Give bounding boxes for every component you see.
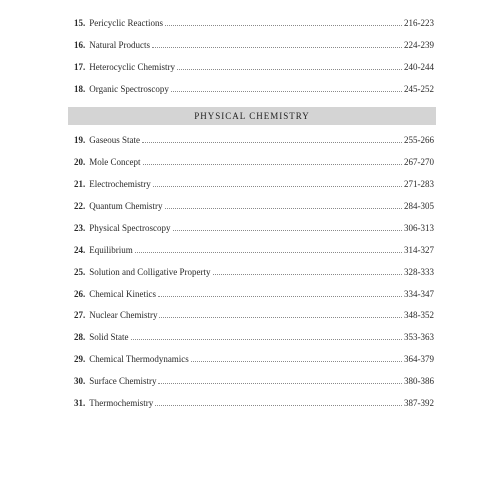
dot-leader (158, 374, 402, 384)
page-range: 306-313 (404, 223, 434, 233)
dot-leader (142, 133, 402, 143)
chapter-title: Chemical Kinetics (89, 289, 156, 299)
section-title: PHYSICAL CHEMISTRY (194, 111, 310, 121)
chapter-title: Nuclear Chemistry (89, 310, 158, 320)
chapter-title: Natural Products (89, 40, 150, 50)
chapter-number: 19. (74, 135, 86, 145)
chapter-number: 27. (74, 310, 86, 320)
chapter-title: Chemical Thermodynamics (89, 354, 189, 364)
dot-leader (171, 82, 402, 92)
page-range: 314-327 (404, 245, 434, 255)
toc-entry (74, 38, 434, 52)
chapter-number: 20. (74, 157, 86, 167)
page-range: 387-392 (404, 398, 434, 408)
page-range: 216-223 (404, 18, 434, 28)
toc-entry (74, 60, 434, 74)
chapter-title: Equilibrium (89, 245, 133, 255)
chapter-title: Physical Spectroscopy (89, 223, 171, 233)
dot-leader (158, 287, 402, 297)
chapter-number: 21. (74, 179, 86, 189)
page-range: 364-379 (404, 354, 434, 364)
chapter-title: Mole Concept (89, 157, 141, 167)
chapter-title: Quantum Chemistry (89, 201, 163, 211)
dot-leader (155, 396, 402, 406)
dot-leader (153, 177, 402, 187)
toc-entry (74, 396, 434, 410)
page-range: 245-252 (404, 84, 434, 94)
chapter-number: 25. (74, 267, 86, 277)
dot-leader (152, 38, 402, 48)
toc-entry (74, 221, 434, 235)
dot-leader (143, 155, 403, 165)
dot-leader (135, 243, 402, 253)
dot-leader (191, 352, 402, 362)
dot-leader (213, 265, 403, 275)
chapter-title: Solid State (89, 332, 129, 342)
page-range: 353-363 (404, 332, 434, 342)
dot-leader (165, 16, 402, 26)
page-range: 240-244 (404, 62, 434, 72)
section-heading-band (68, 107, 436, 125)
chapter-number: 29. (74, 354, 86, 364)
chapter-number: 16. (74, 40, 86, 50)
page-range: 334-347 (404, 289, 434, 299)
chapter-number: 18. (74, 84, 86, 94)
page-range: 328-333 (404, 267, 434, 277)
toc-entry (74, 265, 434, 279)
chapter-title: Thermochemistry (89, 398, 154, 408)
toc-entry (74, 243, 434, 257)
chapter-title: Heterocyclic Chemistry (89, 62, 175, 72)
dot-leader (165, 199, 403, 209)
page-range: 380-386 (404, 376, 434, 386)
toc-entry (74, 133, 434, 147)
toc-entry (74, 82, 434, 96)
page-range: 255-266 (404, 135, 434, 145)
dot-leader (177, 60, 402, 70)
dot-leader (159, 308, 402, 318)
chapter-title: Surface Chemistry (89, 376, 157, 386)
toc-entry (74, 16, 434, 30)
chapter-number: 24. (74, 245, 86, 255)
page-range: 267-270 (404, 157, 434, 167)
chapter-number: 22. (74, 201, 86, 211)
chapter-title: Solution and Colligative Property (89, 267, 211, 277)
toc-entry (74, 330, 434, 344)
toc-entry (74, 199, 434, 213)
page-range: 271-283 (404, 179, 434, 189)
toc-entry (74, 308, 434, 322)
chapter-title: Organic Spectroscopy (89, 84, 169, 94)
page-range: 348-352 (404, 310, 434, 320)
toc-entry (74, 352, 434, 366)
chapter-number: 26. (74, 289, 86, 299)
chapter-title: Electrochemistry (89, 179, 151, 189)
dot-leader (173, 221, 403, 231)
chapter-title: Pericyclic Reactions (89, 18, 163, 28)
dot-leader (131, 330, 402, 340)
toc-entry (74, 287, 434, 301)
page-range: 224-239 (404, 40, 434, 50)
chapter-number: 30. (74, 376, 86, 386)
chapter-title: Gaseous State (89, 135, 140, 145)
toc-entry (74, 155, 434, 169)
chapter-number: 23. (74, 223, 86, 233)
chapter-number: 31. (74, 398, 86, 408)
toc-entry (74, 374, 434, 388)
toc-entry (74, 177, 434, 191)
chapter-number: 15. (74, 18, 86, 28)
chapter-number: 17. (74, 62, 86, 72)
page-range: 284-305 (404, 201, 434, 211)
chapter-number: 28. (74, 332, 86, 342)
